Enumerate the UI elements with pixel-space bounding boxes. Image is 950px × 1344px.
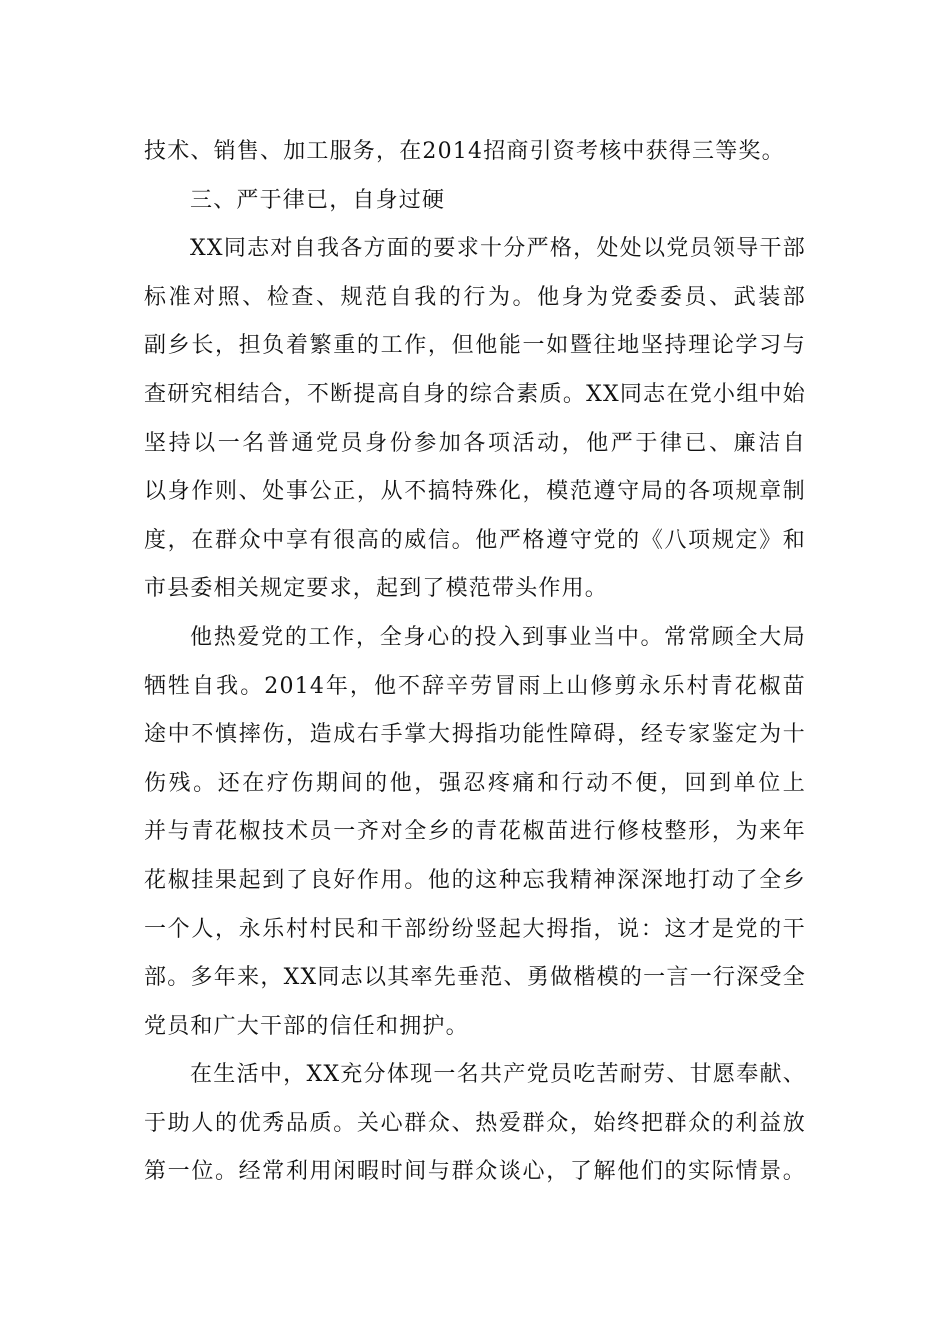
text-line: 并与青花椒技术员一齐对全乡的青花椒苗进行修枝整形，为来年 bbox=[144, 819, 806, 845]
text-line: 花椒挂果起到了良好作用。他的这种忘我精神深深地打动了全乡 bbox=[144, 867, 806, 893]
body-text bbox=[144, 128, 806, 1197]
text-line: XX同志对自我各方面的要求十分严格，处处以党员领导干部 bbox=[190, 236, 806, 262]
text-line: 党员和广大干部的信任和拥护。 bbox=[144, 1013, 469, 1039]
text-line: 一个人，永乐村村民和干部纷纷竖起大拇指，说：这才是党的干 bbox=[144, 916, 806, 942]
text-line: 度，在群众中享有很高的威信。他严格遵守党的《八项规定》和 bbox=[144, 527, 806, 553]
text-line: 途中不慎摔伤，造成右手掌大拇指功能性障碍，经专家鉴定为十 bbox=[144, 722, 806, 748]
text-line: 查研究相结合，不断提高自身的综合素质。XX同志在党小组中始 bbox=[144, 381, 806, 407]
section-heading: 三、严于律已，自身过硬 bbox=[190, 187, 446, 213]
text-line: 他热爱党的工作，全身心的投入到事业当中。常常顾全大局 bbox=[190, 624, 806, 650]
text-line: 部。多年来，XX同志以其率先垂范、勇做楷模的一言一行深受全 bbox=[144, 965, 806, 991]
text-line: 伤残。还在疗伤期间的他，强忍疼痛和行动不便，回到单位上 bbox=[144, 770, 806, 796]
text-line: 在生活中，XX充分体现一名共产党员吃苦耐劳、甘愿奉献、 bbox=[190, 1062, 806, 1088]
text-line: 技术、销售、加工服务，在2014招商引资考核中获得三等奖。 bbox=[144, 139, 785, 164]
text-line: 于助人的优秀品质。关心群众、热爱群众，始终把群众的利益放 bbox=[144, 1110, 806, 1136]
text-line: 标准对照、检查、规范自我的行为。他身为党委委员、武装部 bbox=[144, 284, 806, 310]
text-line: 以身作则、处事公正，从不搞特殊化，模范遵守局的各项规章制 bbox=[144, 479, 806, 505]
text-line: 坚持以一名普通党员身份参加各项活动，他严于律已、廉洁自 bbox=[144, 430, 806, 456]
text-line: 副乡长，担负着繁重的工作，但他能一如暨往地坚持理论学习与 bbox=[144, 333, 806, 359]
text-line: 牺牲自我。2014年，他不辞辛劳冒雨上山修剪永乐村青花椒苗 bbox=[144, 673, 806, 699]
text-line: 市县委相关规定要求，起到了模范带头作用。 bbox=[144, 576, 609, 602]
text-line: 第一位。经常利用闲暇时间与群众谈心，了解他们的实际情景。 bbox=[144, 1159, 806, 1185]
